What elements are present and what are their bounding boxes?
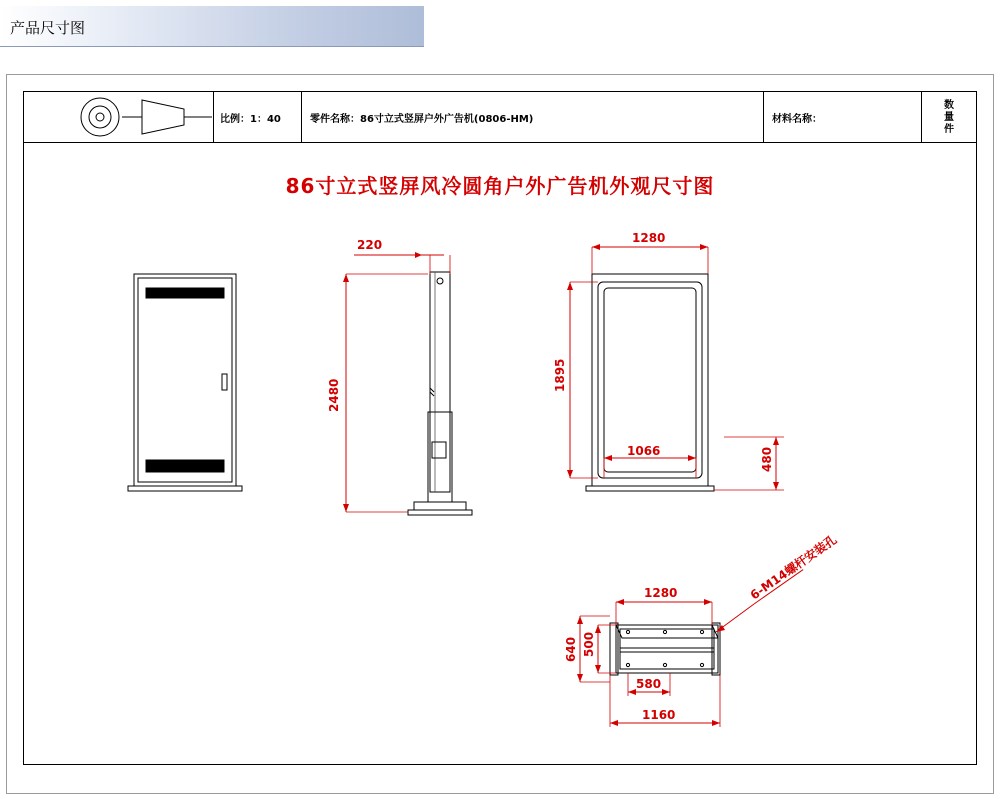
note-mounting-holes: 6-M14螺杆安装孔 <box>747 532 840 603</box>
drawing-outer-frame <box>6 74 994 794</box>
dim-back-base-height: 480 <box>760 446 774 472</box>
quantity-label: 数量件 <box>944 100 954 135</box>
dim-back-screen-height: 1895 <box>553 358 567 392</box>
dim-back-width: 1280 <box>632 231 666 245</box>
base-plan-view <box>564 532 839 727</box>
page-header <box>0 6 424 47</box>
dim-plan-total-width: 1160 <box>642 708 676 722</box>
side-view <box>327 238 472 515</box>
scale-label: 比例：1：40 <box>220 114 281 125</box>
drawing-inner-frame <box>23 91 977 765</box>
dim-plan-inner-width: 580 <box>636 677 662 691</box>
dim-side-width: 220 <box>357 238 383 252</box>
part-name-label: 零件名称：86寸立式竖屏户外广告机(0806-HM) <box>310 114 534 125</box>
dim-plan-depth-inner: 500 <box>582 631 596 657</box>
page-title: 产品尺寸图 <box>10 19 86 37</box>
dim-plan-depth-outer: 640 <box>564 636 578 662</box>
dim-plan-width: 1280 <box>644 586 678 600</box>
cad-drawing-canvas <box>24 92 976 764</box>
back-view <box>553 231 784 491</box>
dim-side-height: 2480 <box>327 378 341 412</box>
front-view <box>128 274 242 491</box>
drawing-main-title: 86寸立式竖屏风冷圆角户外广告机外观尺寸图 <box>285 174 715 198</box>
dim-back-inner-width: 1066 <box>627 444 661 458</box>
material-label: 材料名称： <box>772 114 822 125</box>
